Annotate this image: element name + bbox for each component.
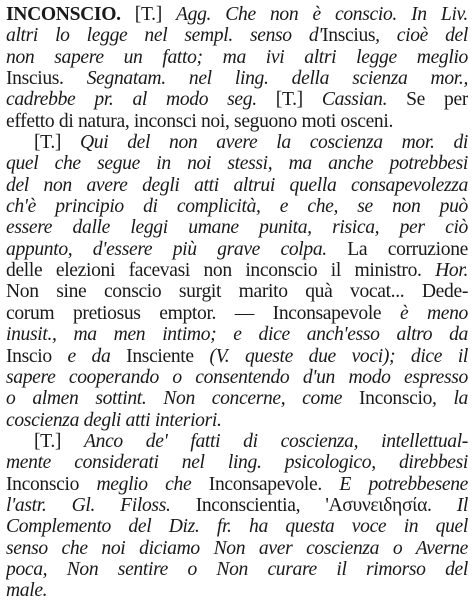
text-line — [6, 580, 468, 601]
text-line — [6, 25, 468, 46]
roman-text: Inconscio — [6, 473, 80, 495]
roman-text: Inconscientia, — [195, 494, 326, 516]
italic-text: Cassian. — [321, 89, 388, 111]
italic-text: meglio che — [79, 473, 209, 495]
italic-text: ch'è principio di complicità, e che, se non può — [6, 196, 468, 218]
italic-text: Segnatam. nel ling. della scienza mor., — [86, 68, 468, 90]
italic-text: e da — [51, 345, 127, 367]
text-line — [6, 68, 468, 89]
italic-text: quel che segue in noi stessi, ma anche potrebbesi — [6, 153, 468, 175]
text-line — [6, 431, 468, 452]
text-line — [6, 111, 468, 132]
roman-text: Insciente — [126, 345, 194, 367]
italic-text: altri lo legge nel sempl. senso d' — [6, 25, 323, 47]
headword: INCONSCIO. — [6, 4, 121, 25]
italic-text: del non avere degli atti altrui quella consapevolezza — [6, 174, 468, 196]
text-line — [6, 153, 468, 174]
roman-text: Non sine conscio surgit marito quà vocat... Dede- — [6, 281, 468, 303]
italic-text: inusit., ma men intimo; e dice anch'esso altro da — [6, 324, 468, 346]
roman-text: Inconsapevole. — [208, 473, 322, 495]
text-line — [6, 89, 468, 110]
italic-text: , cioè del — [375, 25, 468, 47]
roman-text: Se per — [387, 89, 468, 111]
text-line — [6, 559, 468, 580]
text-line — [6, 538, 468, 559]
text-line — [6, 303, 468, 324]
text-line — [6, 175, 468, 196]
text-line — [6, 388, 468, 409]
roman-text: La corruzione — [326, 238, 468, 260]
roman-text: [T.] — [275, 89, 322, 111]
text-line — [6, 196, 468, 217]
text-line — [6, 367, 468, 388]
text-line — [6, 410, 468, 431]
italic-text: E potrebbesene — [321, 473, 468, 495]
text-line — [6, 452, 468, 473]
italic-text: Anco de' fatti di coscienza, intellettual- — [84, 430, 468, 452]
italic-text: , la — [432, 388, 468, 410]
roman-text: effetto di natura, inconsci noi, seguono moti osceni. — [6, 110, 394, 132]
italic-text: coscienza degli atti interiori. — [6, 409, 222, 431]
text-line — [6, 132, 468, 153]
italic-text: Hor. — [435, 260, 468, 282]
italic-text: l'astr. Gl. Filoss. — [6, 494, 196, 516]
text-line — [6, 474, 468, 495]
roman-text: [T.] — [120, 4, 177, 25]
italic-text: è meno — [381, 302, 468, 324]
roman-text: Inscius — [322, 25, 376, 47]
roman-text: [T.] — [34, 430, 84, 452]
text-line — [6, 324, 468, 345]
italic-text: appunto, d'essere più grave colpa. — [6, 238, 327, 260]
italic-text: o almen sottint. Non concerne, come — [6, 388, 359, 410]
text-line — [6, 346, 468, 367]
dictionary-entry — [6, 4, 468, 602]
italic-text: cadrebbe pr. al modo seg. — [6, 89, 276, 111]
italic-text: Complemento del Diz. fr. ha questa voce in quel — [6, 516, 468, 538]
roman-text: [T.] — [34, 132, 80, 154]
roman-text: 'Ασυνειδησία. — [325, 494, 432, 516]
text-line — [6, 217, 468, 238]
italic-text: Agg. Che non è conscio. In Liv. — [176, 4, 468, 25]
italic-text: poca, Non sentire o Non curare il rimorso del — [6, 558, 468, 580]
italic-text: male. — [6, 580, 48, 602]
text-line — [6, 4, 468, 25]
roman-text: Inscio — [6, 345, 52, 367]
italic-text: sapere cooperando o consentendo d'un modo espresso — [6, 366, 468, 388]
text-line — [6, 495, 468, 516]
text-line — [6, 260, 468, 281]
text-line — [6, 239, 468, 260]
text-line — [6, 47, 468, 68]
italic-text: senso che noi diciamo Non aver coscienza o Averne — [6, 537, 468, 559]
roman-text: corum pretiosus emptor. — — [6, 302, 273, 324]
text-line — [6, 516, 468, 537]
text-line — [6, 281, 468, 302]
italic-text: Qui del non avere la coscienza mor. di — [79, 132, 468, 154]
italic-text: essere dalle leggi umane punita, risica, per ciò — [6, 217, 468, 239]
italic-text: mente considerati nel ling. psicologico, direbbesi — [6, 452, 468, 474]
italic-text: (V. queste due voci); dice il — [193, 345, 468, 367]
roman-text: Inconsapevole — [272, 302, 382, 324]
roman-text: delle elezioni facevasi non inconscio il ministro. — [6, 260, 436, 282]
roman-text: Inconscio — [359, 388, 433, 410]
italic-text: Il — [431, 494, 468, 516]
roman-text: Inscius. — [6, 68, 87, 90]
italic-text: non sapere un fatto; ma ivi altri legge meglio — [6, 46, 468, 68]
